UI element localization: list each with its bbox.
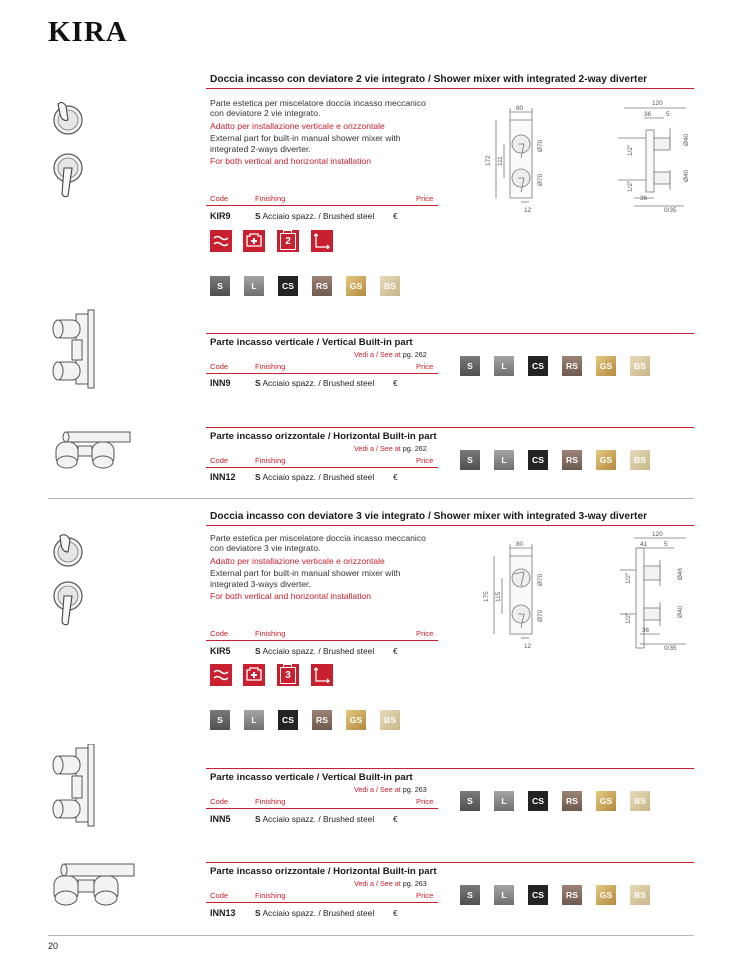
swatch-gs[interactable]: GS [346, 710, 366, 730]
diverter-ways-number: 3 [285, 669, 291, 681]
dim2-d46: Ø46 [677, 567, 684, 580]
inn9-finish: S Acciaio spazz. / Brushed steel [255, 378, 375, 388]
swatch-cs[interactable]: CS [528, 356, 548, 376]
dim2-d40: Ø40 [677, 605, 684, 618]
inn13-finish: S Acciaio spazz. / Brushed steel [255, 908, 375, 918]
section1-desc-en: External part for built-in manual shower mixer with integrated 2-ways diverter. [210, 133, 401, 154]
inn13-see-at: Vedi a / See at pg. 263 [354, 879, 427, 888]
kir9-finishing-label: Finishing [255, 194, 286, 203]
swatch-s[interactable]: S [210, 710, 230, 730]
swatch-l[interactable]: L [244, 710, 264, 730]
section2-desc-en: External part for built-in manual shower mixer with integrated 3-ways diverter. [210, 568, 401, 589]
swatch-cs[interactable]: CS [278, 710, 298, 730]
dim2-w120: 120 [652, 531, 663, 538]
inn9-finish-swatches [460, 356, 650, 376]
dim-w36: 36 [644, 111, 652, 118]
inn9-code-label: Code [210, 362, 229, 371]
inn13-code-label: Code [210, 891, 229, 900]
swatch-cs[interactable]: CS [528, 885, 548, 905]
inn9-see-at: Vedi a / See at pg. 262 [354, 350, 427, 359]
swatch-rs[interactable]: RS [562, 791, 582, 811]
kir5-technical-drawing [474, 530, 700, 657]
section2-desc-it: Parte estetica per miscelatore doccia incasso meccanico con deviatore 3 vie integrato. [210, 533, 426, 554]
swatch-gs[interactable]: GS [596, 885, 616, 905]
inn12-row-divider [206, 467, 438, 468]
dim-h172: 172 [485, 155, 492, 166]
diverter-ways-number: 2 [285, 235, 291, 247]
dim2-h175: 175 [483, 591, 490, 602]
inn13-price: € [393, 908, 398, 918]
inn9-row-divider [206, 373, 438, 374]
kir9-row-divider [206, 205, 438, 206]
dim-h111: 111 [497, 156, 504, 166]
swatch-l[interactable]: L [494, 356, 514, 376]
dim-t12b: 1/2" [627, 180, 634, 192]
section1-title: Doccia incasso con deviatore 2 vie integrato / Shower mixer with integrated 2-way diverter [210, 74, 648, 85]
swatch-rs[interactable]: RS [312, 710, 332, 730]
diverter-ways-icon [277, 664, 299, 686]
section1-description [210, 98, 440, 168]
kir5-code: KIR5 [210, 646, 231, 656]
swatch-bs[interactable]: BS [380, 276, 400, 296]
section2-description [210, 533, 440, 603]
swatch-rs[interactable]: RS [562, 450, 582, 470]
anti-scald-plus-icon [243, 230, 265, 252]
swatch-l[interactable]: L [244, 276, 264, 296]
kir9-price: € [393, 211, 398, 221]
swatch-bs[interactable]: BS [630, 885, 650, 905]
inn5-price-label: Price [416, 797, 434, 806]
swatch-s[interactable]: S [460, 450, 480, 470]
dim-w5: 5 [666, 111, 670, 118]
swatch-s[interactable]: S [460, 791, 480, 811]
thermostatic-waves-icon [210, 230, 232, 252]
inn12-divider [206, 427, 694, 428]
kir5-knob-image [48, 530, 88, 579]
inn13-row-divider [206, 902, 438, 903]
dim2-h115: 115 [495, 591, 502, 602]
inn5-code-label: Code [210, 797, 229, 806]
dim2-b12: 12 [524, 643, 532, 650]
swatch-bs[interactable]: BS [380, 710, 400, 730]
inn12-see-at: Vedi a / See at pg. 262 [354, 444, 427, 453]
inn5-finish-swatches [460, 791, 650, 811]
kir5-price: € [393, 646, 398, 656]
section2-desc-it-red: Adatto per installazione verticale e orizzontale [210, 555, 385, 566]
kir9-knob-image [48, 96, 88, 145]
inn5-finishing-label: Finishing [255, 797, 286, 806]
swatch-s[interactable]: S [460, 356, 480, 376]
section1-desc-it: Parte estetica per miscelatore doccia incasso meccanico con deviatore 2 vie integrato. [210, 98, 426, 119]
kir9-technical-drawing [474, 98, 700, 221]
inn13-price-label: Price [416, 891, 434, 900]
dim2-t12a: 1/2" [625, 572, 632, 584]
dim2-w5: 5 [664, 541, 668, 548]
inn9-image [48, 308, 100, 395]
section2-desc-en-red: For both vertical and horizontal installation [210, 591, 371, 602]
swatch-l[interactable]: L [494, 791, 514, 811]
inn5-code: INN5 [210, 814, 231, 824]
inn13-image [48, 860, 138, 915]
inn9-price-label: Price [416, 362, 434, 371]
swatch-gs[interactable]: GS [596, 356, 616, 376]
inn9-divider [206, 333, 694, 334]
section1-desc-it-red: Adatto per installazione verticale e orizzontale [210, 120, 385, 131]
dim2-w41: 41 [640, 541, 648, 548]
dim-b035: 0/35 [664, 207, 677, 214]
inn5-image [48, 744, 100, 833]
anti-scald-plus-icon [243, 664, 265, 686]
inn12-finish-swatches [460, 450, 650, 470]
dim-b12: 12 [524, 207, 532, 214]
inn5-row-divider [206, 808, 438, 809]
inn12-finish: S Acciaio spazz. / Brushed steel [255, 472, 375, 482]
inn12-finishing-label: Finishing [255, 456, 286, 465]
kir5-finish-swatches [210, 710, 400, 730]
inn13-finish-swatches [460, 885, 650, 905]
dim2-t12b: 1/2" [625, 612, 632, 624]
brand-logo: KIRA [48, 16, 128, 48]
swatch-bs[interactable]: BS [630, 791, 650, 811]
inn5-price: € [393, 814, 398, 824]
kir9-price-label: Price [416, 194, 434, 203]
swatch-cs[interactable]: CS [528, 791, 548, 811]
swatch-s[interactable]: S [210, 276, 230, 296]
swatch-cs[interactable]: CS [278, 276, 298, 296]
vertical-horizontal-icon [311, 230, 333, 252]
kir5-finish: S Acciaio spazz. / Brushed steel [255, 646, 375, 656]
swatch-bs[interactable]: BS [630, 356, 650, 376]
swatch-l[interactable]: L [494, 885, 514, 905]
kir9-code-label: Code [210, 194, 229, 203]
inn13-finishing-label: Finishing [255, 891, 286, 900]
footer-divider [48, 935, 694, 936]
swatch-bs[interactable]: BS [630, 450, 650, 470]
kir5-code-label: Code [210, 629, 229, 638]
swatch-cs[interactable]: CS [528, 450, 548, 470]
kir9-code: KIR9 [210, 211, 231, 221]
section2-divider [206, 525, 694, 526]
dim-d40a: Ø40 [683, 133, 690, 146]
inn9-title: Parte incasso verticale / Vertical Built-in part [210, 337, 413, 348]
section-separator [48, 498, 694, 499]
kir9-lever-image [48, 150, 88, 207]
dim-w120: 120 [652, 100, 663, 107]
kir5-price-label: Price [416, 629, 434, 638]
inn9-finishing-label: Finishing [255, 362, 286, 371]
inn13-title: Parte incasso orizzontale / Horizontal Built-in part [210, 866, 437, 877]
kir9-finish: S Acciaio spazz. / Brushed steel [255, 211, 375, 221]
inn12-code-label: Code [210, 456, 229, 465]
dim-t12a: 1/2" [627, 144, 634, 156]
section1-desc-en-red: For both vertical and horizontal installation [210, 156, 371, 167]
inn5-see-at: Vedi a / See at pg. 263 [354, 785, 427, 794]
dim2-d70a: Ø70 [537, 573, 544, 586]
dim2-w80: 80 [516, 541, 524, 548]
inn5-title: Parte incasso verticale / Vertical Built-in part [210, 772, 413, 783]
swatch-rs[interactable]: RS [562, 885, 582, 905]
inn9-price: € [393, 378, 398, 388]
dim2-d70b: Ø70 [537, 609, 544, 622]
diverter-ways-icon [277, 230, 299, 252]
inn12-title: Parte incasso orizzontale / Horizontal Built-in part [210, 431, 437, 442]
inn13-code: INN13 [210, 908, 236, 918]
swatch-rs[interactable]: RS [562, 356, 582, 376]
swatch-gs[interactable]: GS [596, 450, 616, 470]
kir9-finish-swatches [210, 276, 400, 296]
dim2-b36: 36 [642, 627, 650, 634]
inn13-divider [206, 862, 694, 863]
section2-title: Doccia incasso con deviatore 3 vie integrato / Shower mixer with integrated 3-way diverter [210, 511, 648, 522]
inn12-code: INN12 [210, 472, 236, 482]
kir5-lever-image [48, 578, 88, 635]
dim2-b035: 0/35 [664, 645, 677, 652]
inn5-divider [206, 768, 694, 769]
swatch-rs[interactable]: RS [312, 276, 332, 296]
vertical-horizontal-icon [311, 664, 333, 686]
dim-w80: 80 [516, 105, 524, 112]
swatch-gs[interactable]: GS [346, 276, 366, 296]
page-number: 20 [48, 941, 59, 951]
dim-d40b: Ø40 [683, 169, 690, 182]
thermostatic-waves-icon [210, 664, 232, 686]
inn12-price: € [393, 472, 398, 482]
swatch-l[interactable]: L [494, 450, 514, 470]
swatch-gs[interactable]: GS [596, 791, 616, 811]
dim-d70b: Ø70 [537, 173, 544, 186]
inn9-code: INN9 [210, 378, 231, 388]
dim-d70a: Ø70 [537, 139, 544, 152]
section1-divider [206, 88, 694, 89]
kir5-finishing-label: Finishing [255, 629, 286, 638]
swatch-s[interactable]: S [460, 885, 480, 905]
inn12-image [48, 428, 134, 479]
dim-b36: 36 [640, 195, 648, 202]
inn5-finish: S Acciaio spazz. / Brushed steel [255, 814, 375, 824]
kir5-row-divider [206, 640, 438, 641]
inn12-price-label: Price [416, 456, 434, 465]
